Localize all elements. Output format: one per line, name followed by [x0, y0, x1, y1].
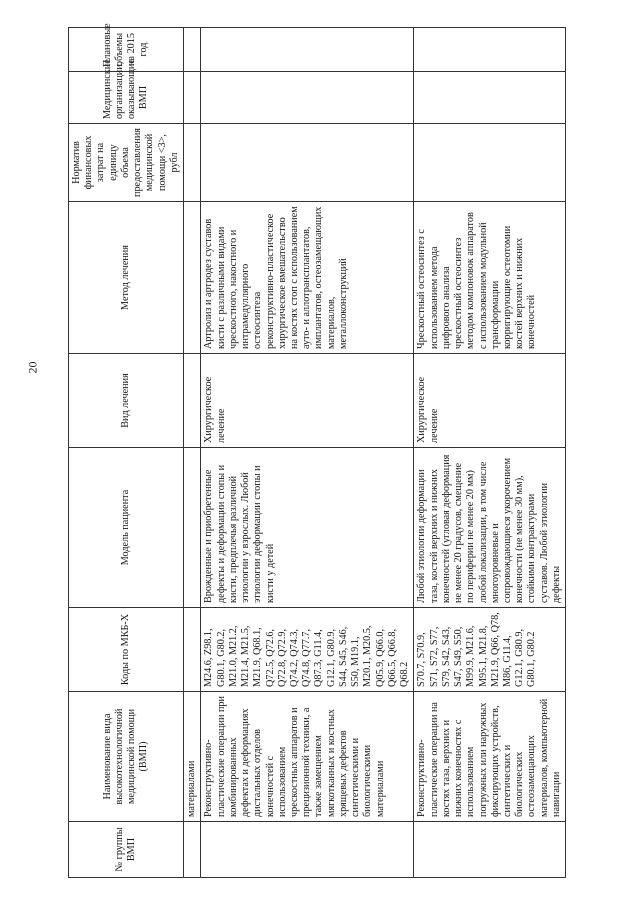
header-treatment: Вид лечения [69, 354, 184, 448]
table-row [414, 28, 566, 878]
header-name: Наименование вида высокотехнологичной медицинской помощи (ВМП) [69, 692, 184, 822]
row-name: Реконструктивно-пластические операции на костях таза, верхних и нижних конечностях с использованием погружных или наружных фиксирующих устройств, синтетических и биологических остеозамещающих материалов, компьютерной навигации [414, 692, 566, 822]
row-codes: M24.6, Z98.1, G80.1, G80.2, M21.0, M21.2, M21.4, M21.5, M21.9, Q68.1, Q72.5, Q72.6, Q72.8, Q72.9, Q74.2, Q74.3, Q74.8, Q77.7, Q87.3, G11.4, G12.1, G80.9, S44, S45, S46, S50, M19.1, M20.1, M20.5, Q05.9, Q66.0, Q66.5, Q66.8, Q68.2 [201, 608, 414, 692]
row-name: Реконструктивно-пластические операции при комбинированных дефектах и деформациях дистальных отделов конечностей с использованием чрескостных аппаратов и прецизионной техники, а также замещением мягкотканных и костных хрящевых дефектов синтетическими и биологическими материалами [201, 692, 414, 822]
table-row [201, 28, 414, 878]
row-method: Артролиз и артродез суставов кисти с различными видами чрескостного, накостного и интрамедуллярного остеосинтеза реконструктивно-пластическое хирургическое вмешательство на костях стоп с использованием ауто- и аллотрансплантатов, имплантатов, остеозамещающих материалов, металлоконструкций [201, 202, 414, 354]
row-treatment: Хирургическое лечение [414, 354, 566, 448]
header-group: № группы ВМП [69, 822, 184, 878]
page-number: 20 [25, 361, 40, 374]
vmp-table [68, 23, 566, 878]
row-model: Любой этиологии деформации таза, костей верхних и нижних конечностей (угловая деформация не менее 20 градусов, смещение по периферии не менее 20 мм) любой локализации, в том числе многоуровневые и сопровождающиеся укорочением конечности (не менее 30 мм), стойкими контрактурами суставов. Любой этиологии дефекты [414, 448, 566, 608]
continuation-text: материалами [184, 692, 201, 822]
continuation-row [184, 28, 201, 878]
header-volume: Плановые объемы на 2015 год [69, 28, 184, 72]
header-cost: Норматив финансовых затрат на единицу объема предоставления медицинской помощи <3>, рубл [69, 124, 184, 202]
row-group [414, 822, 566, 878]
header-orgs: Медицинские организации, оказывающие ВМП [69, 72, 184, 124]
rotated-page [68, 23, 630, 878]
header-model: Модель пациента [69, 448, 184, 608]
row-volume [414, 28, 566, 72]
header-codes: Коды по МКБ-X [69, 608, 184, 692]
row-cost [414, 124, 566, 202]
row-codes: S70.7, S70.9, S71, S72, S77, S79, S42, S43, S47, S49, S50, M99.9, M21.6, M95.1, M21.8, M21.9, Q66, Q78, M86, G11.4, G12.1, G80.9, G80.1, G80.2 [414, 608, 566, 692]
row-orgs [414, 72, 566, 124]
row-model: Врожденные и приобретенные дефекты и деформации стопы и кисти, предплечья различной этиологии у взрослых. Любой этиологии деформации стопы и кисти у детей [201, 448, 414, 608]
row-cost [201, 124, 414, 202]
row-treatment: Хирургическое лечение [201, 354, 414, 448]
header-row [69, 28, 184, 878]
header-method: Метод лечения [69, 202, 184, 354]
row-group [201, 822, 414, 878]
row-volume [201, 28, 414, 72]
row-orgs [201, 72, 414, 124]
row-method: Чрескостный остеосинтез с использованием метода цифрового анализа чрескостный остеосинтез методом компоновок аппаратов с использованием модульной трансформации корригирующие остеотомии костей верхних и нижних конечностей [414, 202, 566, 354]
